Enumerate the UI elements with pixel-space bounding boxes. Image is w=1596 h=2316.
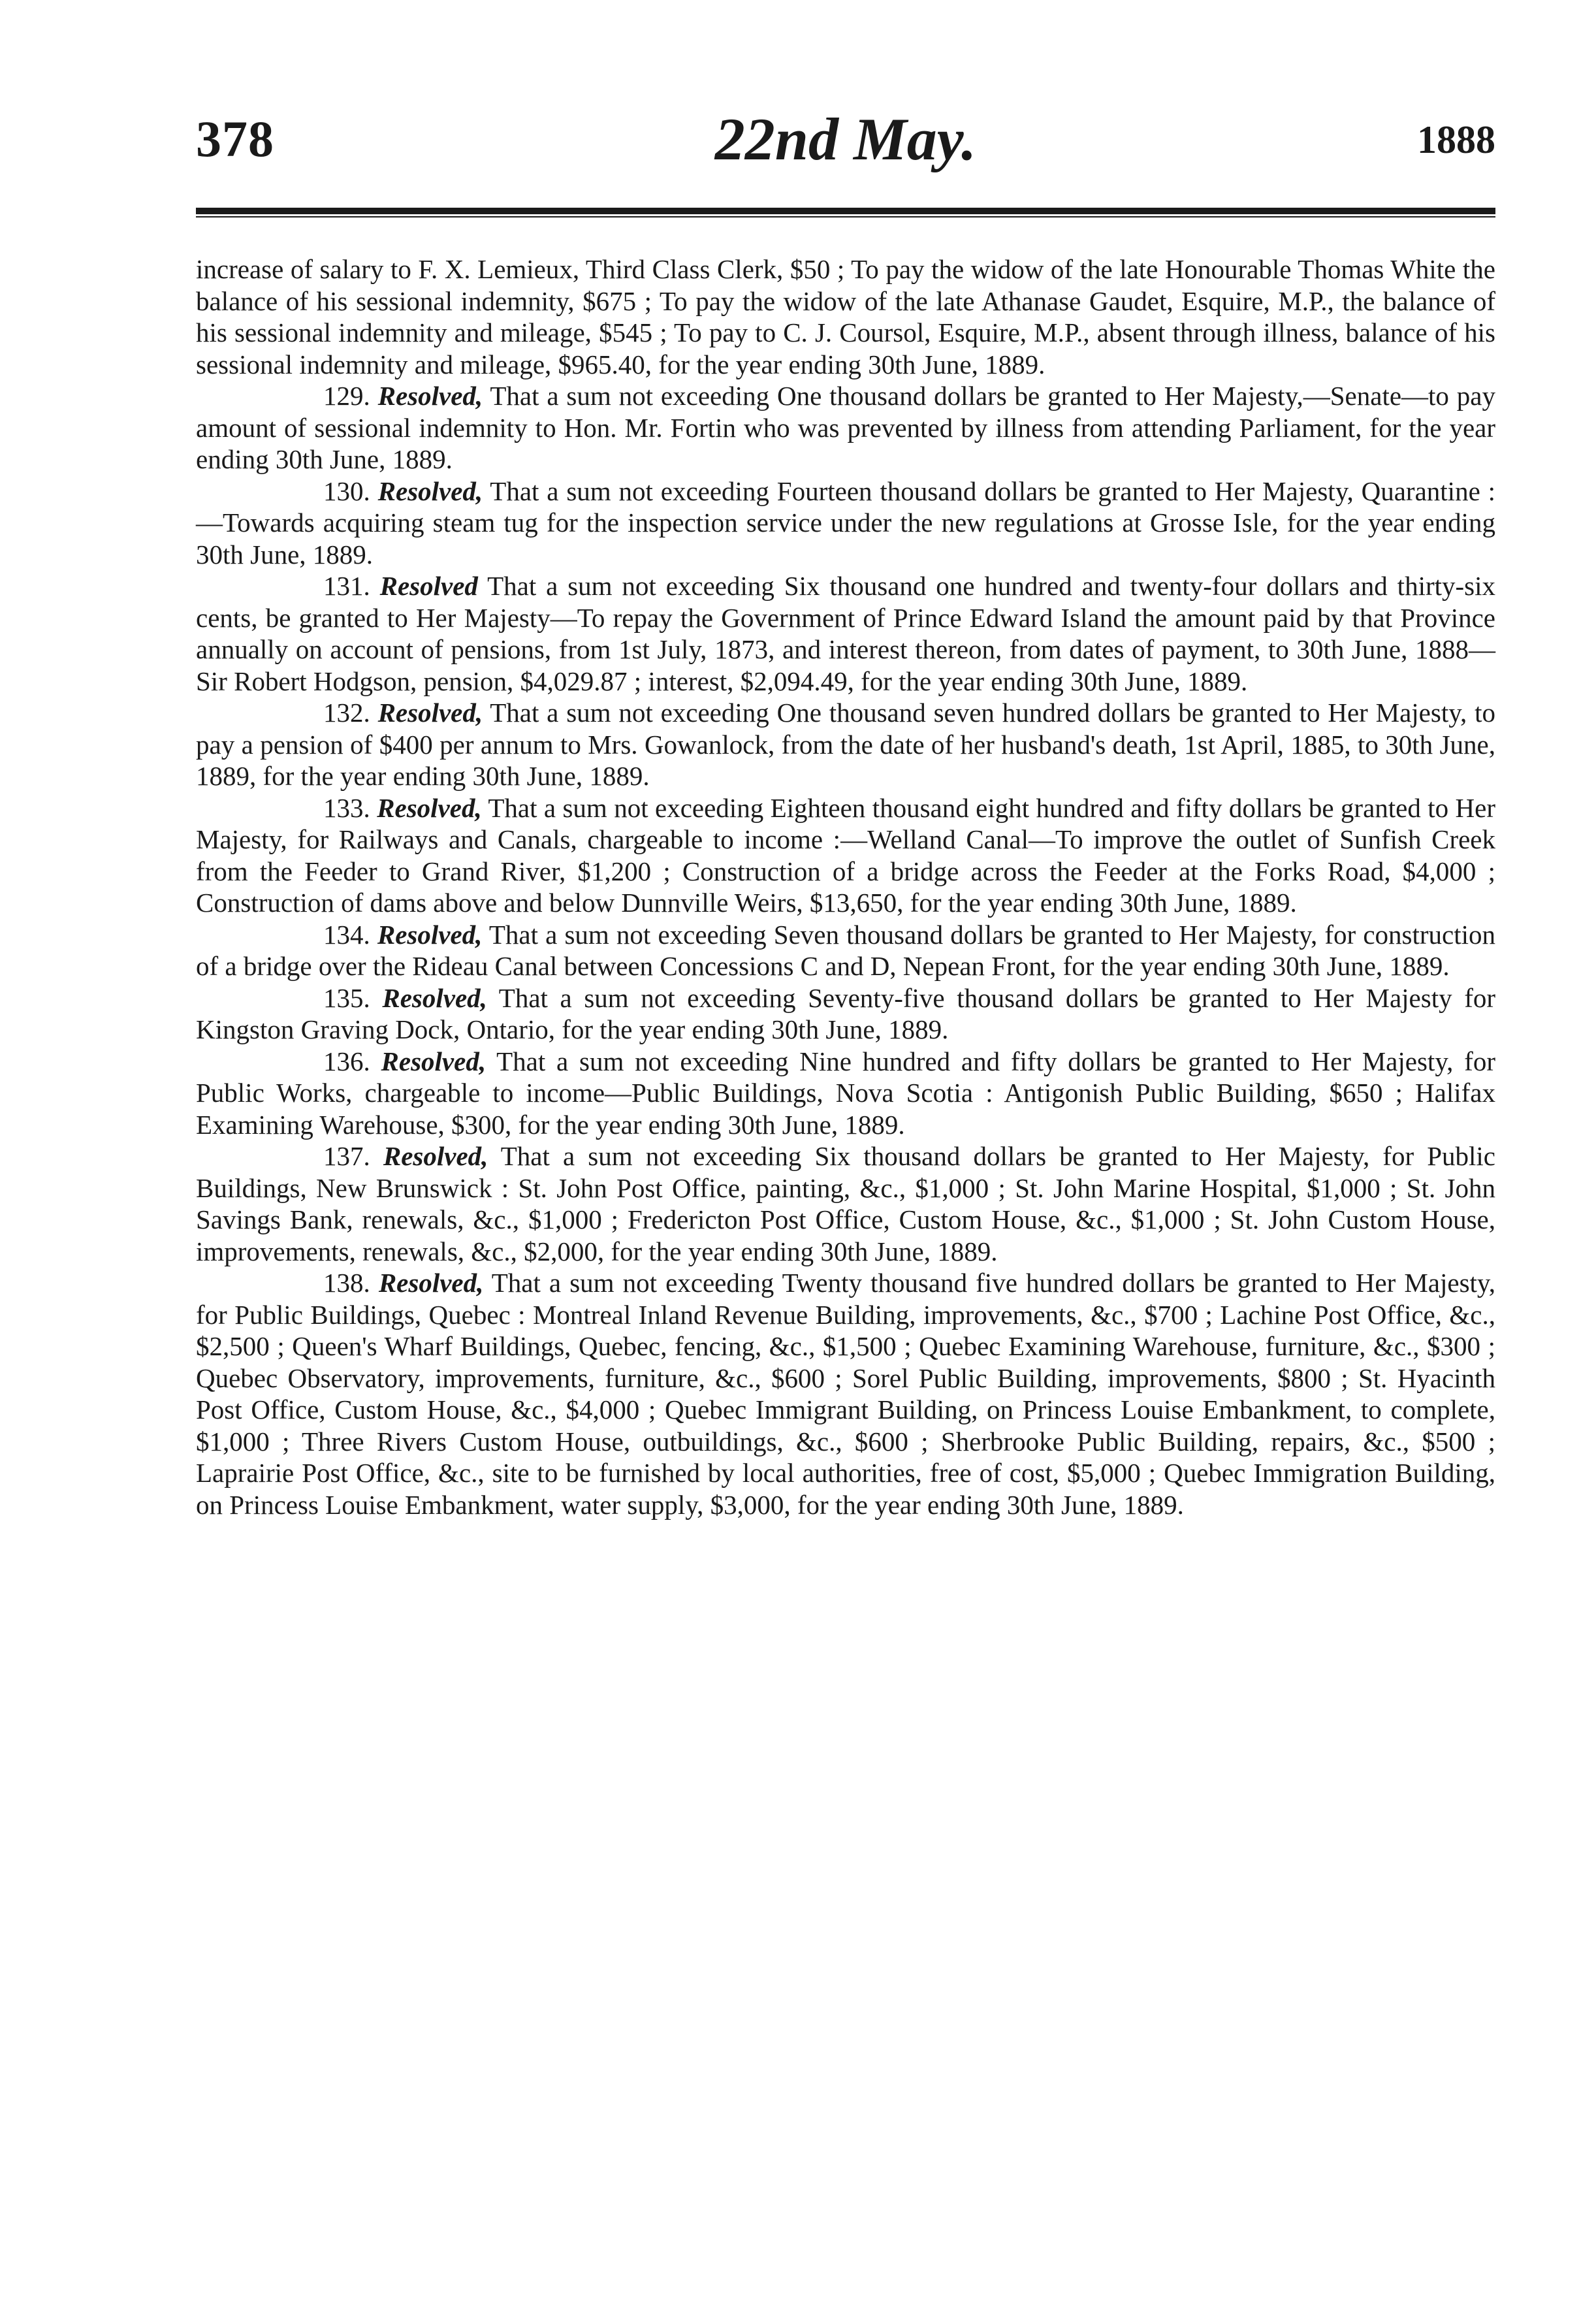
entry-text: That a sum not exceeding Seventy-five thousand dollars be granted to Her Majesty for Kingston Graving Dock, Ontario, for the year ending 30th June, 1889. bbox=[196, 982, 1495, 1044]
resolution-136 bbox=[196, 1046, 1495, 1141]
continuation-paragraph: increase of salary to F. X. Lemieux, Third Class Clerk, $50 ; To pay the widow of the late Honourable Thomas White the balance of his sessional indemnity, $675 ; To pay the widow of the late Athanase Gaudet, Esquire, M.P., the balance of his sessional indemnity and mileage, $545 ; To pay to C. J. Coursol, Esquire, M.P., absent through illness, balance of his sessional indemnity and mileage, $965.40, for the year ending 30th June, 1889. bbox=[196, 254, 1495, 379]
body-text bbox=[196, 253, 1495, 1520]
entry-text: That a sum not exceeding Nine hundred and fifty dollars be granted to Her Majesty, for Public Works, chargeable to income—Public Buildings, Nova Scotia : Antigonish Public Building, $650 ; Halifax Examining Warehouse, $300, for the year ending 30th June, 1889. bbox=[196, 1046, 1495, 1140]
page-header bbox=[196, 105, 1495, 176]
resolved-label: Resolved, bbox=[378, 1268, 484, 1298]
resolved-label: Resolved, bbox=[383, 1141, 488, 1171]
entry-number: 132. bbox=[323, 698, 370, 728]
resolution-130 bbox=[196, 475, 1495, 571]
resolved-label: Resolved, bbox=[377, 919, 483, 950]
entry-text: That a sum not exceeding One thousand dollars be granted to Her Majesty,—Senate—to pay amount of sessional indemnity to Hon. Mr. Fortin who was prevented by illness from attending Parliament, for the year ending 30th June, 1889. bbox=[196, 381, 1496, 474]
resolved-label: Resolved, bbox=[377, 792, 482, 823]
entry-text: That a sum not exceeding Seven thousand dollars be granted to Her Majesty, for construction of a bridge over the Rideau Canal between Concessions C and D, Nepean Front, for the year ending 30th June, 1889. bbox=[196, 919, 1496, 981]
resolved-label: Resolved, bbox=[382, 982, 487, 1013]
entry-number: 134. bbox=[323, 919, 370, 950]
entry-number: 129. bbox=[323, 381, 370, 411]
resolution-133 bbox=[196, 792, 1495, 919]
entry-number: 131. bbox=[323, 571, 370, 601]
entry-number: 135. bbox=[323, 982, 370, 1013]
entry-number: 137. bbox=[323, 1141, 370, 1171]
header-rule bbox=[196, 208, 1495, 217]
resolved-label: Resolved, bbox=[377, 381, 483, 411]
resolved-label: Resolved bbox=[379, 571, 478, 601]
resolution-131 bbox=[196, 570, 1495, 697]
resolved-label: Resolved, bbox=[377, 698, 483, 728]
document-page bbox=[196, 105, 1495, 1520]
resolution-129 bbox=[196, 380, 1495, 475]
entry-number: 138. bbox=[323, 1268, 370, 1298]
resolution-137 bbox=[196, 1140, 1495, 1267]
entry-number: 133. bbox=[323, 792, 370, 823]
resolution-135 bbox=[196, 982, 1495, 1046]
resolved-label: Resolved, bbox=[377, 475, 483, 506]
entry-text: That a sum not exceeding Six thousand dollars be granted to Her Majesty, for Public Buildings, New Brunswick : St. John Post Office, painting, &c., $1,000 ; St. John Marine Hospital, $1,000 ; St. John Savings Bank, renewals, &c., $1,000 ; Fredericton Post Office, Custom House, &c., $1,000 ; St. John Custom House, improvements, renewals, &c., $2,000, for the year ending 30th June, 1889. bbox=[196, 1141, 1495, 1266]
header-year: 1888 bbox=[1417, 118, 1495, 161]
page-number: 378 bbox=[196, 110, 274, 167]
entry-number: 136. bbox=[323, 1046, 370, 1076]
entry-text: That a sum not exceeding Six thousand one hundred and twenty-four dollars and thirty-six cents, be granted to Her Majesty—To repay the Government of Prince Edward Island the amount paid by that Province annually on account of pensions, from 1st July, 1873, and interest thereon, from dates of payment, to 30th June, 1888—Sir Robert Hodgson, pension, $4,029.87 ; interest, $2,094.49, for the year ending 30th June, 1889. bbox=[196, 571, 1496, 696]
resolution-132 bbox=[196, 697, 1495, 792]
entry-text: That a sum not exceeding Eighteen thousand eight hundred and fifty dollars be granted to Her Majesty, for Railways and Canals, chargeable to income :—Welland Canal—To improve the outlet of Sunfish Creek from the Feeder to Grand River, $1,200 ; Construction of a bridge across the Feeder at the Forks Road, $4,000 ; Construction of dams above and below Dunnville Weirs, $13,650, for the year ending 30th June, 1889. bbox=[196, 792, 1496, 918]
entry-text: That a sum not exceeding Twenty thousand five hundred dollars be granted to Her Majesty, for Public Buildings, Quebec : Montreal Inland Revenue Building, improvements, &c., $700 ; Lachine Post Office, &c., $2,500 ; Queen's Wharf Buildings, Quebec, fencing, &c., $1,500 ; Quebec Examining Warehouse, furniture, &c., $300 ; Quebec Observatory, improvements, furniture, &c., $600 ; Sorel Public Building, improvements, $800 ; St. Hyacinth Post Office, Custom House, &c., $4,000 ; Quebec Immigrant Building, on Princess Louise Embankment, to complete, $1,000 ; Three Rivers Custom House, outbuildings, &c., $600 ; Sherbrooke Public Building, repairs, &c., $500 ; Laprairie Post Office, &c., site to be furnished by local authorities, free of cost, $5,000 ; Quebec Immigration Building, on Princess Louise Embankment, water supply, $3,000, for the year ending 30th June, 1889. bbox=[196, 1268, 1496, 1520]
entry-text: That a sum not exceeding One thousand seven hundred dollars be granted to Her Majesty, to pay a pension of $400 per annum to Mrs. Gowanlock, from the date of her husband's death, 1st April, 1885, to 30th June, 1889, for the year ending 30th June, 1889. bbox=[196, 698, 1496, 791]
resolution-134 bbox=[196, 919, 1495, 982]
resolution-138 bbox=[196, 1267, 1495, 1520]
entry-number: 130. bbox=[323, 475, 370, 506]
resolved-label: Resolved, bbox=[381, 1046, 487, 1076]
page-title: 22nd May. bbox=[714, 106, 977, 172]
entry-text: That a sum not exceeding Fourteen thousand dollars be granted to Her Majesty, Quarantine :—Towards acquiring steam tug for the inspection service under the new regulations at Grosse Isle, for the year ending 30th June, 1889. bbox=[196, 475, 1496, 570]
